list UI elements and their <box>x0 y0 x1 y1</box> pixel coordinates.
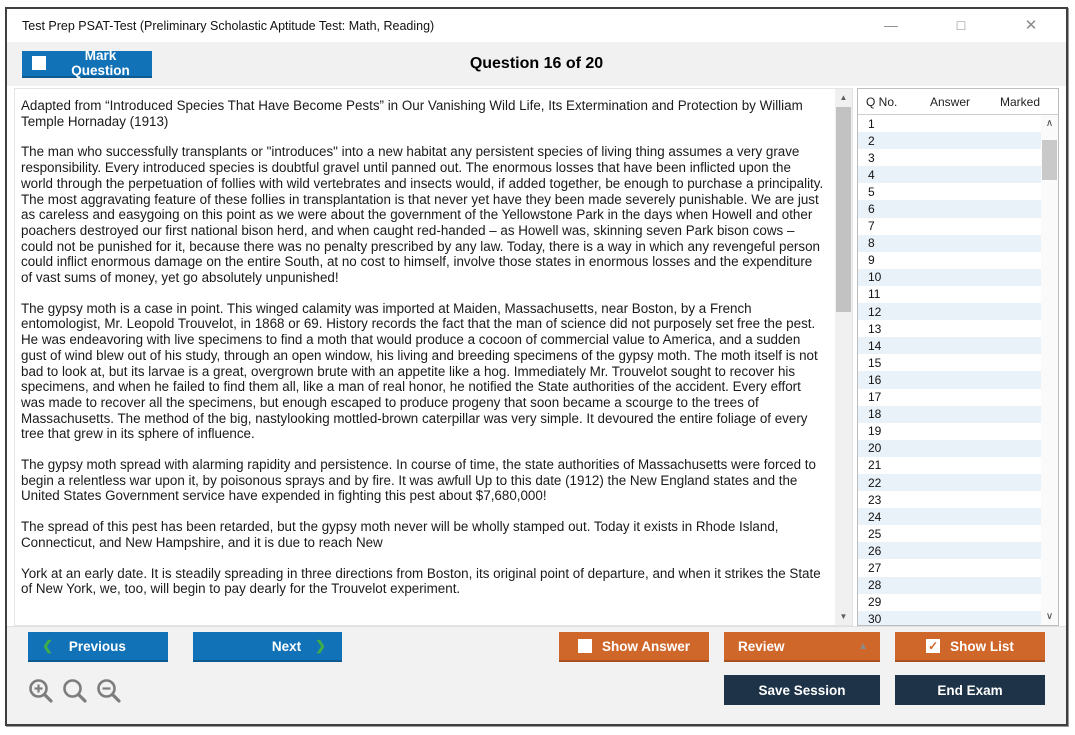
question-row[interactable] <box>858 577 1041 594</box>
column-qno: Q No. <box>866 94 898 109</box>
question-row[interactable] <box>858 218 1041 235</box>
question-row[interactable] <box>858 525 1041 542</box>
end-exam-label: End Exam <box>937 682 1003 698</box>
previous-button[interactable] <box>28 632 168 662</box>
question-number: 29 <box>868 595 882 610</box>
question-row[interactable] <box>858 423 1041 440</box>
next-label: Next <box>271 638 302 654</box>
magnifier-icon[interactable] <box>61 677 89 705</box>
review-label: Review <box>738 638 785 654</box>
question-row[interactable] <box>858 149 1041 166</box>
question-row[interactable] <box>858 594 1041 611</box>
app-window <box>5 7 1068 726</box>
scrollbar-thumb[interactable] <box>1042 140 1057 180</box>
save-session-label: Save Session <box>758 682 846 698</box>
caret-up-icon: ▲ <box>858 640 868 652</box>
question-number: 3 <box>868 150 875 165</box>
question-row[interactable] <box>858 440 1041 457</box>
question-row[interactable] <box>858 354 1041 371</box>
chevron-left-icon: ❮ <box>42 638 53 653</box>
scroll-down-icon[interactable]: ▼ <box>839 612 848 621</box>
question-row[interactable] <box>858 508 1041 525</box>
previous-label: Previous <box>68 638 126 654</box>
question-number: 20 <box>868 441 882 456</box>
question-row[interactable] <box>858 337 1041 354</box>
question-number: 19 <box>868 424 882 439</box>
question-number: 2 <box>868 133 875 148</box>
question-row[interactable] <box>858 166 1041 183</box>
review-button[interactable] <box>724 632 880 662</box>
question-number: 6 <box>868 202 875 217</box>
chevron-right-icon: ❯ <box>315 638 326 653</box>
question-row[interactable] <box>858 406 1041 423</box>
passage-paragraph: Adapted from “Introduced Species That Have Become Pests” in Our Vanishing Wild Life, Its Extermination and Protection by William Temple Hornaday (1913) <box>21 98 803 129</box>
question-row[interactable] <box>858 491 1041 508</box>
question-row[interactable] <box>858 303 1041 320</box>
passage-text <box>21 98 824 597</box>
question-row[interactable] <box>858 183 1041 200</box>
checkbox-unchecked-icon <box>578 639 592 653</box>
question-number: 9 <box>868 253 875 268</box>
question-number: 21 <box>868 458 882 473</box>
checkbox-unchecked-icon <box>32 56 46 70</box>
header-strip <box>7 42 1066 86</box>
question-number: 24 <box>868 509 882 524</box>
question-number: 7 <box>868 219 875 234</box>
zoom-in-icon[interactable] <box>27 677 55 705</box>
question-number: 18 <box>868 407 882 422</box>
question-list-body <box>858 115 1041 625</box>
question-number: 23 <box>868 492 882 507</box>
question-row[interactable] <box>858 320 1041 337</box>
scroll-down-icon[interactable]: ∨ <box>1045 611 1054 622</box>
mark-question-button[interactable] <box>22 48 152 78</box>
passage-paragraph: The gypsy moth is a case in point. This winged calamity was imported at Maiden, Massachusetts, near Boston, by a French entomologist, Mr. Leopold Trouvelot, in 1868 or 69. History records the fact that the man of science did not purposely set free the pest. He was endeavoring with live specimens to find a moth that would produce a cocoon of commercial value to America, and a sudden gust of wind blew out of his study, through an open window, his living and breeding specimens of the gypsy moth. The moth itself is not bad to look at, but its larvae is a great, overgrown brute with an appetite like a hog. Immediately Mr. Trouvelot sought to recover his specimens, and when he failed to find them all, like a man of real honor, he notified the State authorities of the accident. Every effort was made to recover all the specimens, but enough escaped to produce progeny that soon became a scourge to the trees of Massachusetts. The method of the big, nastylooking mottled-brown caterpillar was very simple. It devoured the entire foliage of every tree that grew in its sphere of influence. <box>21 300 818 442</box>
question-number: 11 <box>868 287 881 302</box>
question-number: 22 <box>868 475 882 490</box>
maximize-icon[interactable]: □ <box>956 17 966 33</box>
end-exam-button[interactable] <box>895 675 1045 705</box>
question-row[interactable] <box>858 269 1041 286</box>
passage-paragraph: The spread of this pest has been retarded, but the gypsy moth never will be wholly stamped out. Today it exists in Rhode Island, Connecticut, and New Hampshire, and it is due to reach New <box>21 519 779 550</box>
question-number: 15 <box>868 355 882 370</box>
passage-paragraph: The gypsy moth spread with alarming rapidity and persistence. In course of time, the state authorities of Massachusetts were forced to begin a relentless war upon it, by poisonous sprays and by fire. It was awfull Up to this date (1912) the New England states and the United States Government service have expended in fighting this pest about $7,680,000! <box>21 457 816 504</box>
question-list-header <box>858 89 1058 115</box>
close-icon[interactable]: ✕ <box>1024 17 1038 34</box>
question-row[interactable] <box>858 115 1041 132</box>
question-number: 16 <box>868 372 882 387</box>
passage-paragraph: York at an early date. It is steadily spreading in three directions from Boston, its original point of departure, and when it strikes the State of New York, we, too, will begin to pay dearly for the Trouvelot experiment. <box>21 565 821 597</box>
mark-question-label: Mark Question <box>71 48 130 78</box>
window-title: Test Prep PSAT-Test (Preliminary Scholastic Aptitude Test: Math, Reading) <box>22 18 435 33</box>
footer-controls <box>7 626 1066 724</box>
window-controls <box>856 9 1066 42</box>
question-number: 28 <box>868 578 882 593</box>
minimize-icon[interactable]: — <box>884 17 898 33</box>
question-list-panel <box>857 88 1059 626</box>
question-row[interactable] <box>858 286 1041 303</box>
question-number: 10 <box>868 270 882 285</box>
question-row[interactable] <box>858 474 1041 491</box>
question-number: 1 <box>868 116 875 131</box>
question-row[interactable] <box>858 200 1041 217</box>
question-row[interactable] <box>858 611 1041 625</box>
question-row[interactable] <box>858 559 1041 576</box>
column-answer: Answer <box>930 94 971 109</box>
passage-paragraph: The man who successfully transplants or "introduces" into a new habitat any persistent species of living thing assumes a very grave responsibility. Every introduced species is doubtful gravel until panned out. The enormous losses that have been inflicted upon the world through the perpetuation of follies with wild vertebrates and insects would, if added together, be enough to purchase a principality. The most aggravating feature of these follies in transplantation is that never yet have they been made severely punishable. We are just as careless and easygoing on this point as we were about the government of the Yellowstone Park in the days when Howell and other poachers destroyed our first national bison herd, and when caught red-handed – as Howell was, skinning seven Park bison cows – could not be punished for it, because there was no penalty prescribed by any law. Today, there is a way in which any revengeful person could inflict enormous damage on the entire South, at no cost to himself, involve those states in enormous losses and the expenditure of vast sums of money, yet go absolutely unpunished! <box>21 144 824 286</box>
question-number: 14 <box>868 338 882 353</box>
question-row[interactable] <box>858 389 1041 406</box>
question-row[interactable] <box>858 457 1041 474</box>
question-row[interactable] <box>858 132 1041 149</box>
zoom-toolbar <box>27 677 123 705</box>
passage-panel <box>14 88 853 626</box>
question-number: 17 <box>868 390 882 405</box>
scroll-up-icon[interactable]: ▲ <box>839 93 848 102</box>
question-row[interactable] <box>858 252 1041 269</box>
checkbox-checked-icon: ✓ <box>928 639 939 653</box>
question-counter: Question 16 of 20 <box>469 55 604 72</box>
question-number: 27 <box>868 560 882 575</box>
title-bar <box>7 9 1066 42</box>
question-number: 26 <box>868 543 882 558</box>
question-number: 8 <box>868 236 875 251</box>
question-number: 4 <box>868 167 875 182</box>
show-answer-label: Show Answer <box>601 638 690 654</box>
passage-scrollbar[interactable] <box>835 89 852 625</box>
show-list-label: Show List <box>950 638 1014 654</box>
question-row[interactable] <box>858 235 1041 252</box>
save-session-button[interactable] <box>724 675 880 705</box>
show-list-button[interactable] <box>895 632 1045 662</box>
question-number: 25 <box>868 526 882 541</box>
zoom-out-icon[interactable] <box>95 677 123 705</box>
question-list-scrollbar[interactable] <box>1041 115 1058 625</box>
column-marked: Marked <box>1000 94 1041 109</box>
question-number: 13 <box>868 321 882 336</box>
question-row[interactable] <box>858 542 1041 559</box>
question-number: 12 <box>868 304 882 319</box>
question-number: 30 <box>868 612 882 625</box>
question-number: 5 <box>868 184 875 199</box>
scroll-up-icon[interactable]: ∧ <box>1045 118 1054 129</box>
next-button[interactable] <box>193 632 342 662</box>
main-content <box>7 86 1066 626</box>
question-row[interactable] <box>858 371 1041 388</box>
show-answer-button[interactable] <box>559 632 709 662</box>
scrollbar-thumb[interactable] <box>836 107 851 312</box>
